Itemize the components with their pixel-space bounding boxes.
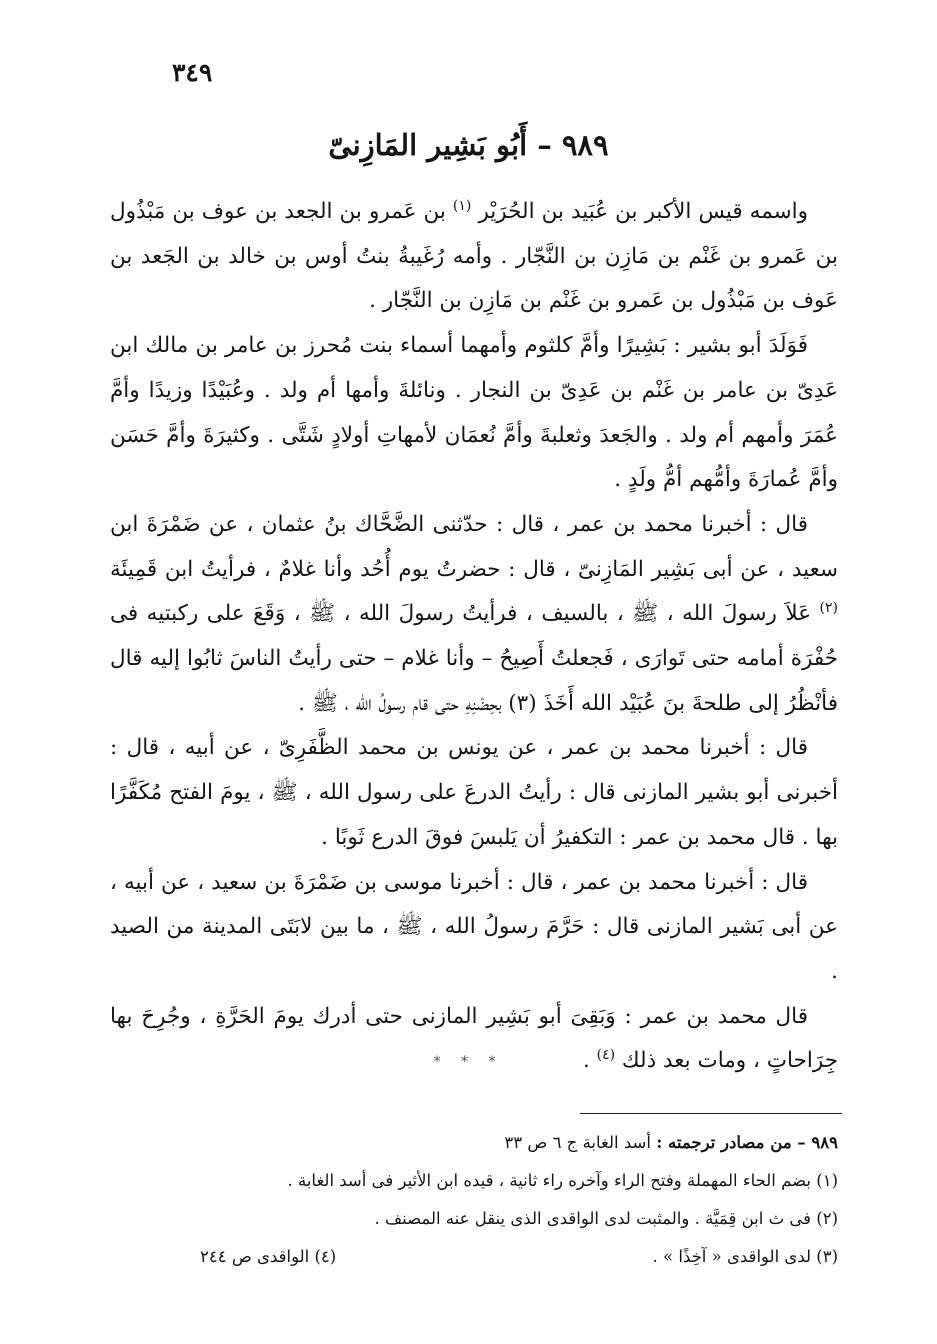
paragraph-text: قال : أخبرنا محمد بن عمر ، عن يونس بن محمد الظَّفَرِىّ ، عن أبيه ، قال : أخبرنى أبو بشير المازنى قال : رأيتُ الدرعَ على رسول الله ، ﷺ ، يومَ الفتح مُكَفَّرًا بها . قال محمد بن عمر : التكفيرُ أن يَلبسَ فوقَ الدرع ثَوبًا . — [110, 735, 838, 850]
paragraph-lineage — [110, 190, 838, 324]
paragraph-death — [110, 995, 838, 1084]
paragraph-armor — [110, 726, 838, 860]
footnote-sources — [200, 1124, 838, 1162]
footnote-4: (٤) الواقدى ص ٢٤٤ — [200, 1247, 337, 1266]
footnote-ref: (٤) — [596, 1047, 616, 1064]
paragraph-children — [110, 324, 838, 503]
paragraph-uhud — [110, 503, 838, 727]
body-text — [110, 190, 838, 1084]
footnote-ref: (١) — [452, 197, 472, 214]
paragraph-text: واسمه قيس الأكبر بن عُبَيد بن الحُرَيْر — [471, 199, 808, 224]
paragraph-text: عَلاَ رسولَ الله ، ﷺ ، بالسيف ، فرأيتُ رسولَ الله ، ﷺ ، وَقَعَ على ركبتيه فى حُفْرَة أمامه حتى تَوارَى ، فَجعلتُ أَصِيحُ – وأنا غلام – حتى رأيتُ الناسَ ثابُوا إليه قال فأنْظُرُ إلى طلحةَ بنَ عُبَيْد الله أَخَذَ (٣) بحِضْنِهِ حتى قام رسولُ الله ، ﷺ . — [110, 601, 838, 716]
section-separator: * * * — [433, 1054, 504, 1070]
footnote-ref: (٢) — [819, 600, 838, 617]
page-number: ٣٤٩ — [172, 58, 213, 87]
paragraph-text: قال محمد بن عمر : وَبَقِىَ أبو بَشِير المازنى حتى أدرك يومَ الحَرَّةِ ، وجُرِحَ بها جِرَاحاتٍ ، ومات بعد ذلك — [110, 1003, 838, 1074]
footnote-row — [200, 1238, 838, 1276]
paragraph-text: قال : أخبرنا محمد بن عمر ، قال : حدّثنى الضَّحَّاك بنُ عثمان ، عن ضَمْرَةَ ابن سعيد ، عن أبى بَشِير المَازِنىّ ، قال : حضرتُ يوم أُحُد وأنا غلامٌ ، فرأيتُ ابن قَمِيئَة — [110, 511, 838, 582]
footnote-1: (١) بضم الحاء المهملة وفتح الراء وآخره راء ثانية ، قيده ابن الأثير فى أسد الغابة . — [287, 1171, 838, 1190]
sources-label: ٩٨٩ – من مصادر ترجمته : — [656, 1133, 838, 1152]
footnotes — [200, 1124, 838, 1276]
sources-text: أسد الغابة ج ٦ ص ٣٣ — [504, 1133, 657, 1152]
paragraph-text: بن عَمرو بن الجعد بن عوف بن مَبْذُول بن عَمرو بن غَنْم بن مَازِن بن النَّجّار . وأمه رُغَيبةُ بنتُ أوس بن خالد بن الجَعد بن عَوف بن مَبْذُول بن عَمرو بن غَنْم بن مَازِن بن النَّجّار . — [110, 199, 838, 314]
entry-title: ٩٨٩ – أَبُو بَشِير المَازِنىّ — [328, 128, 609, 162]
footnote-divider — [580, 1113, 842, 1114]
footnote-3: (٣) لدى الواقدى « آخِذًا » . — [652, 1247, 838, 1266]
paragraph-text: . — [582, 1048, 597, 1074]
footnote-2: (٢) فى ث ابن قِمَيَّة . والمثبت لدى الواقدى الذى ينقل عنه المصنف . — [374, 1209, 838, 1228]
paragraph-sanctuary — [110, 861, 838, 995]
paragraph-text: قال : أخبرنا محمد بن عمر ، قال : أخبرنا موسى بن ضَمْرَةَ بن سعيد ، عن أبيه ، عن أبى بَشير المازنى قال : حَرَّمَ رسولُ الله ، ﷺ ، ما بين لابَتَى المدينة من الصيد . — [110, 869, 838, 984]
paragraph-text: فَوَلَدَ أبو بشير : بَشِيرًا وأمَّ كلثوم وأمهما أسماء بنت مُحرز بن عامر بن مالك ابن عَدِىّ بن عامر بن غَنْم بن عَدِىّ بن النجار . ونائلةَ وأمها أم ولد . وعُبَيْدًا وزيدًا وأمَّ عُمَرَ وأمهم أم ولد . والجَعدَ وثعلبةَ وأمَّ نُعمَان لأمهاتِ أولادٍ شَتَّى . وكثيرَةَ وأمَّ حَسَن وأمَّ عُمارَةَ وأمُّهم أمُّ ولَدٍ . — [110, 333, 838, 493]
